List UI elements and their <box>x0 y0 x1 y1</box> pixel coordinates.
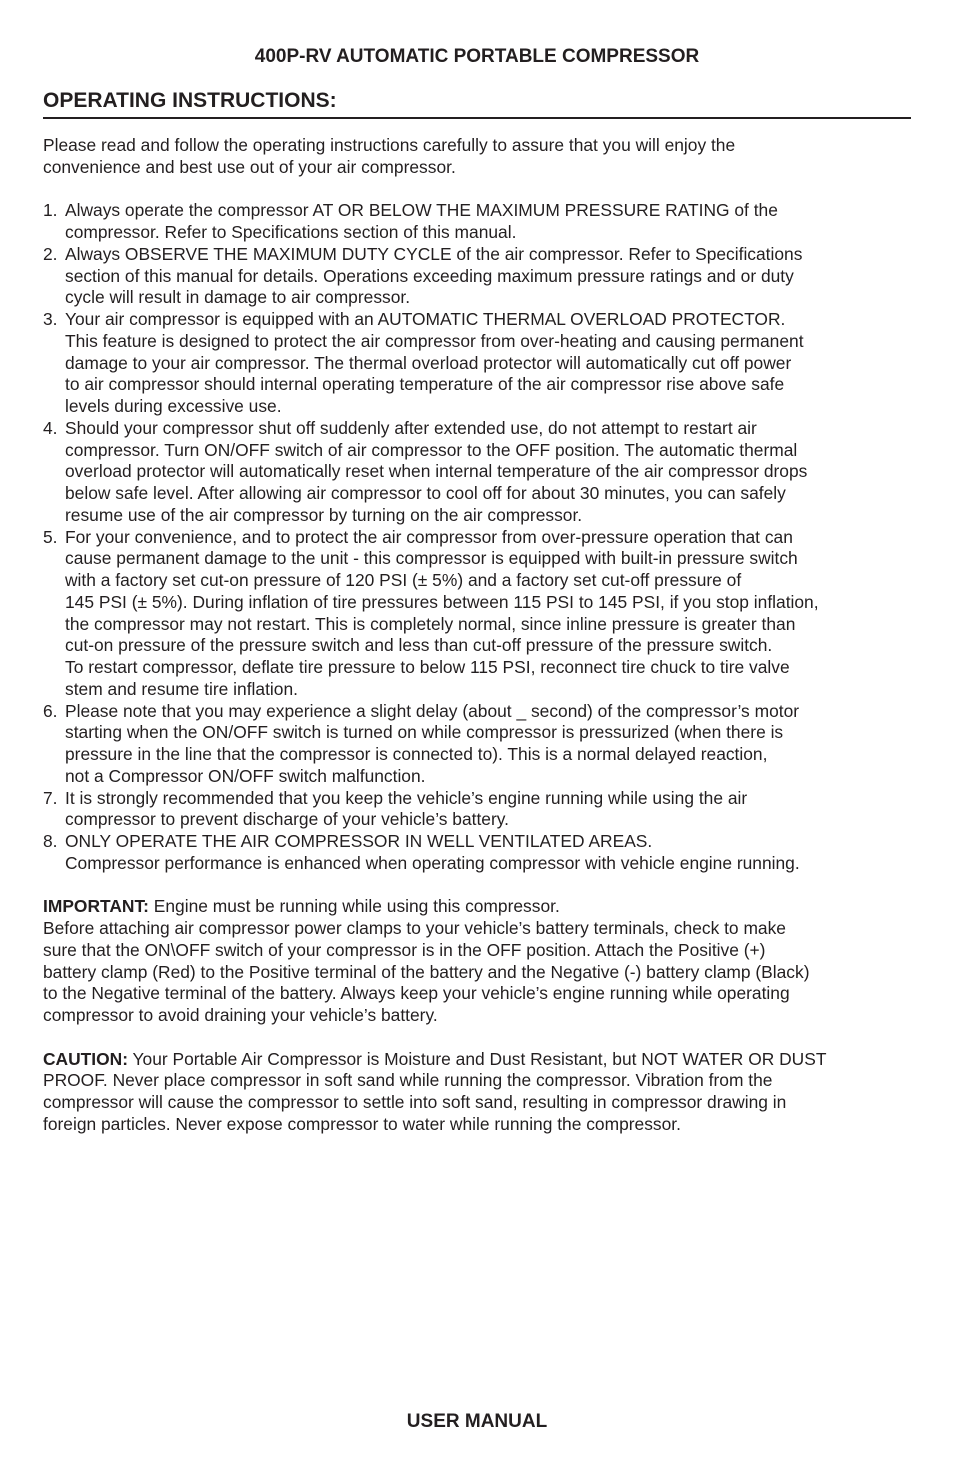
list-item-number: 6. <box>43 700 58 721</box>
list-item <box>43 788 913 832</box>
list-item <box>43 418 913 527</box>
list-item-text: For your convenience, and to protect the air compressor from over-pressure operation that can cause permanent damage to the unit - this compressor is equipped with built-in pressure switch with a factory set cut-on pressure of 120 PSI (± 5%) and a factory set cut-off pressure of 145 PSI (± 5%). During inflation of tire pressures between 115 PSI to 145 PSI, if you stop inflation, the compressor may not restart. This is completely normal, since inline pressure is greater than cut-on pressure of the pressure switch and less than cut-off pressure of the pressure switch. To restart compressor, deflate tire pressure to below 115 PSI, reconnect tire chuck to tire valve stem and resume tire inflation. <box>65 526 819 699</box>
caution-label: CAUTION: <box>43 1048 129 1069</box>
important-lead: Engine must be running while using this compressor. <box>148 896 560 917</box>
caution-body: Your Portable Air Compressor is Moisture and Dust Resistant, but NOT WATER OR DUST PROOF. Never place compressor in soft sand while running the compressor. Vibration from the compressor will cause the compressor to settle into soft sand, resulting in compressor drawing in foreign particles. Never expose compressor to water while running the compressor. <box>43 1048 827 1134</box>
list-item <box>43 831 913 875</box>
list-item-text: Please note that you may experience a slight delay (about _ second) of the compressor’s motor starting when the ON/OFF switch is turned on while compressor is pressurized (when there is pressure in the line that the compressor is connected to). This is a normal delayed reaction, not a Compressor ON/OFF switch malfunction. <box>65 700 800 786</box>
list-item-text: Always OBSERVE THE MAXIMUM DUTY CYCLE of the air compressor. Refer to Specifications section of this manual for details. Operations exceeding maximum pressure ratings and or duty cycle will result in damage to air compressor. <box>65 243 803 308</box>
list-item-text: ONLY OPERATE THE AIR COMPRESSOR IN WELL VENTILATED AREAS. Compressor performance is enhanced when operating compressor with vehicle engine running. <box>65 831 800 873</box>
list-item <box>43 244 913 309</box>
list-item-number: 7. <box>43 787 58 808</box>
list-item-number: 1. <box>43 200 58 221</box>
important-notice <box>43 896 913 918</box>
list-item <box>43 200 913 244</box>
list-item-number: 2. <box>43 243 58 264</box>
important-label: IMPORTANT: <box>43 896 149 917</box>
list-item-text: Always operate the compressor AT OR BELOW THE MAXIMUM PRESSURE RATING of the compressor. Refer to Specifications section of this manual. <box>65 200 778 242</box>
footer-label: USER MANUAL <box>406 1411 548 1432</box>
paragraph-spacer <box>43 179 913 201</box>
list-item <box>43 309 913 418</box>
list-item <box>43 701 913 788</box>
paragraph-spacer <box>43 875 913 897</box>
list-item <box>43 527 913 701</box>
list-item-number: 5. <box>43 526 58 547</box>
important-body: Before attaching air compressor power clamps to your vehicle’s battery terminals, check to make sure that the ON\OFF switch of your compressor is in the OFF position. Attach the Positive (+) battery clamp (Red) to the Positive terminal of the battery and the Negative (-) battery clamp (Black) to the Negative terminal of the battery. Always keep your vehicle’s engine running while operating compressor to avoid draining your vehicle’s battery. <box>43 918 810 1025</box>
section-heading: OPERATING INSTRUCTIONS: <box>43 88 911 119</box>
paragraph-spacer <box>43 1027 913 1049</box>
list-item-number: 4. <box>43 417 58 438</box>
intro-paragraph: Please read and follow the operating instructions carefully to assure that you will enjoy the convenience and best use out of your air compressor. <box>43 135 736 177</box>
caution-notice <box>43 1049 913 1136</box>
list-item-text: Should your compressor shut off suddenly after extended use, do not attempt to restart air compressor. Turn ON/OFF switch of air compressor to the OFF position. The automatic thermal overload protector will automatically reset when internal temperature of the air compressor drops below safe level. After allowing air compressor to cool off for about 30 minutes, you can safely resume use of the air compressor by turning on the air compressor. <box>65 417 808 525</box>
instructions-list <box>43 200 913 874</box>
list-item-text: It is strongly recommended that you keep the vehicle’s engine running while using the air compressor to prevent discharge of your vehicle’s battery. <box>65 787 748 830</box>
list-item-text: Your air compressor is equipped with an AUTOMATIC THERMAL OVERLOAD PROTECTOR. This feature is designed to protect the air compressor from over-heating and causing permanent damage to your air compressor. The thermal overload protector will automatically cut off power to air compressor should internal operating temperature of the air compressor rise above safe levels during excessive use. <box>65 309 804 416</box>
list-item-number: 3. <box>43 309 58 329</box>
document-title: 400P-RV AUTOMATIC PORTABLE COMPRESSOR <box>254 46 700 67</box>
content-body <box>43 135 913 1136</box>
list-item-number: 8. <box>43 831 58 851</box>
